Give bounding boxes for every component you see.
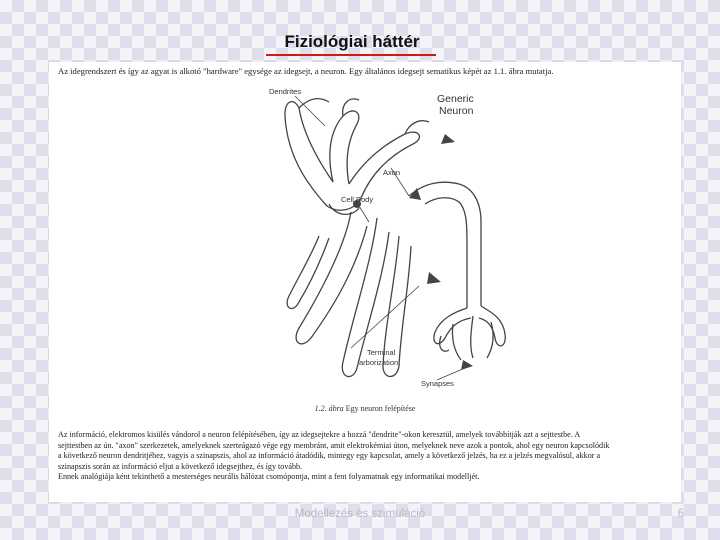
slide-title: Fiziológiai háttér <box>284 32 420 51</box>
intro-paragraph: Az idegrendszert és így az agyat is alkotó "hardware" egysége az idegsejt, a neuron. Egy általános idegsejt sematikus képét az 1.1. ábra mutatja. <box>58 66 554 76</box>
caption-text: Egy neuron felépítése <box>345 404 416 413</box>
body-line: a következő neuron dendritjéhez, vagyis a szinapszis, ahol az információ átadódik, mintegy egy kapcsolat, amely a következő jelzés, ha ez a jelzés megvalósul, akkor a <box>58 451 601 461</box>
neuron-diagram <box>259 86 509 398</box>
label-synapses: Synapses <box>421 379 454 388</box>
label-generic: Generic <box>437 93 474 105</box>
body-paragraph <box>58 430 672 483</box>
label-arborization: arborization <box>359 358 399 367</box>
body-line: Az információ, elektromos kisülés vándorol a neuron felépítésében, így az idegsejtekre a hozzá "dendrite"-okon keresztül, amelyek továbbítják azt a sejttestbe. A <box>58 430 581 439</box>
label-neuron: Neuron <box>439 105 474 117</box>
title-underline <box>266 54 436 56</box>
page-number: 6 <box>677 508 684 520</box>
label-terminal: Terminal <box>367 348 396 357</box>
label-cell-body: Cell Body <box>341 195 374 204</box>
neuron-figure <box>259 86 509 398</box>
caption-number: 1.2. ábra <box>314 404 344 413</box>
body-line: Ennek analógiája ként tekinthető a mesterséges neurális hálózat csomópontja, mint a fent folyamatnak egy informatikai modelljét. <box>58 472 480 482</box>
label-axon: Axon <box>383 168 401 177</box>
figure-caption <box>49 404 681 413</box>
body-line: sejttestben az ún. "axon" szerkezetek, amelyeknek szerteágazó vége egy membránt, amit elektrokémiai úton, melyeknek neve azok a pontok, ahol egy neuron kapcsolódik <box>58 440 610 450</box>
label-dendrites: Dendrites <box>269 87 302 96</box>
footer-course-title: Modellezés és szimuláció <box>294 508 426 520</box>
body-line: szinapszis során az információ eljut a következő idegsejthez, és így tovább. <box>58 461 303 471</box>
document-page <box>49 62 681 502</box>
